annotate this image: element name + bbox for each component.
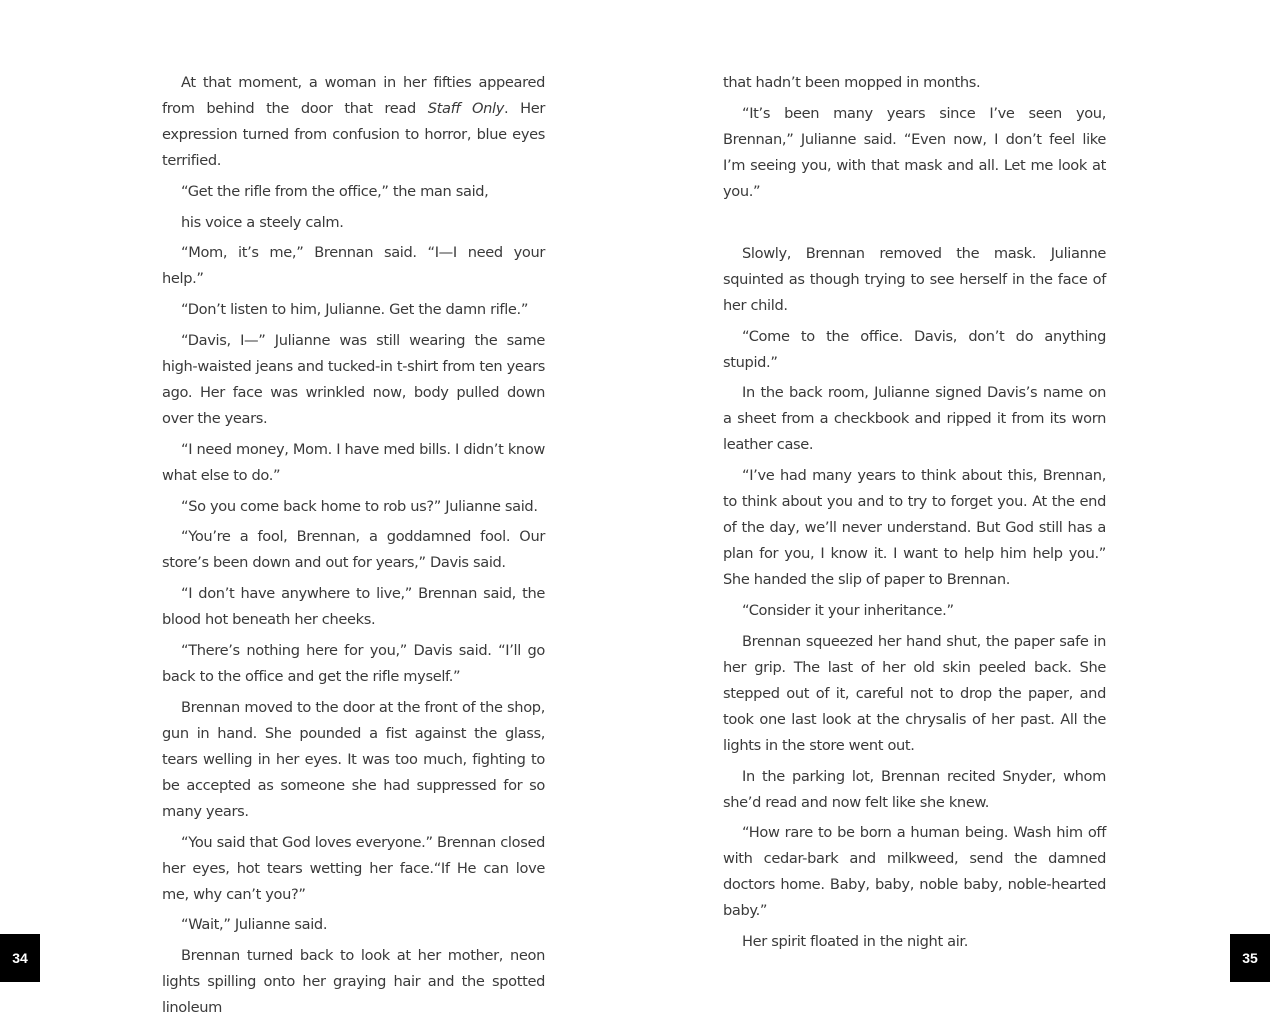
- paragraph: “How rare to be born a human being. Wash him off with cedar-bark and milkweed, send the damned doctors home. Baby, baby, noble baby, noble-hearted baby.”: [723, 824, 1106, 920]
- page-number-left: 34: [0, 934, 40, 982]
- paragraph: “I’ve had many years to think about this, Brennan, to think about you and to try to forget you. At the end of the day, we’ll never understand. But God still has a plan for you, I know it. I want to help him help you.” She handed the slip of paper to Brennan.: [723, 467, 1106, 589]
- paragraph: “Davis, I—” Julianne was still wearing the same high-waisted jeans and tucked-in t-shirt from ten years ago. Her face was wrinkled now, body pulled down over the years.: [162, 331, 545, 427]
- staff-only-italic: Staff Only: [427, 100, 504, 117]
- paragraph: his voice a steely calm.: [181, 213, 344, 231]
- paragraph: “I don’t have anywhere to live,” Brennan said, the blood hot beneath her cheeks.: [162, 585, 545, 629]
- paragraph: In the parking lot, Brennan recited Snyder, whom she’d read and now felt like she knew.: [723, 767, 1106, 811]
- paragraph: “Wait,” Julianne said.: [181, 916, 328, 934]
- paragraph-text: . Her expression turned from confusion to horror, blue eyes terrified.: [162, 100, 545, 169]
- paragraph: “Mom, it’s me,” Brennan said. “I—I need your help.”: [162, 244, 545, 288]
- paragraph: “Come to the office. Davis, don’t do anything stupid.”: [723, 327, 1106, 371]
- paragraph: “You said that God loves everyone.” Brennan closed her eyes, hot tears wetting her face.“If He can love me, why can’t you?”: [162, 833, 545, 903]
- paragraph: “Don’t listen to him, Julianne. Get the damn rifle.”: [181, 301, 529, 319]
- paragraph: “Consider it your inheritance.”: [742, 601, 954, 619]
- left-page-text: [162, 70, 545, 1026]
- paragraph-text: At that moment, a woman in her fifties appeared from behind the door that read: [162, 74, 545, 117]
- paragraph: “I need money, Mom. I have med bills. I didn’t know what else to do.”: [162, 440, 545, 484]
- paragraph: “There’s nothing here for you,” Davis said. “I’ll go back to the office and get the rifle myself.”: [162, 641, 545, 685]
- paragraph: “So you come back home to rob us?” Julianne said.: [181, 497, 538, 515]
- paragraph: that hadn’t been mopped in months.: [723, 74, 981, 91]
- paragraph: Brennan turned back to look at her mother, neon lights spilling onto her graying hair and the spotted linoleum: [162, 947, 545, 1017]
- paragraph: Her spirit floated in the night air.: [742, 933, 969, 951]
- paragraph: [162, 70, 545, 174]
- paragraph: Slowly, Brennan removed the mask. Julianne squinted as though trying to see herself in the face of her child.: [723, 244, 1106, 314]
- page-number-right: 35: [1230, 934, 1270, 982]
- paragraph: “Get the rifle from the office,” the man said,: [181, 182, 489, 200]
- paragraph: Brennan squeezed her hand shut, the paper safe in her grip. The last of her old skin peeled back. She stepped out of it, careful not to drop the paper, and took one last look at the chrysalis of her past. All the lights in the store went out.: [723, 632, 1106, 754]
- paragraph: “You’re a fool, Brennan, a goddamned fool. Our store’s been down and out for years,” Davis said.: [162, 528, 545, 572]
- right-page-text: [723, 70, 1106, 960]
- paragraph: In the back room, Julianne signed Davis’s name on a sheet from a checkbook and ripped it from its worn leather case.: [723, 384, 1106, 454]
- paragraph: Brennan moved to the door at the front of the shop, gun in hand. She pounded a fist against the glass, tears welling in her eyes. It was too much, fighting to be accepted as someone she had suppressed for so many years.: [162, 698, 545, 820]
- paragraph: “It’s been many years since I’ve seen you, Brennan,” Julianne said. “Even now, I don’t feel like I’m seeing you, with that mask and all. Let me look at you.”: [723, 104, 1106, 200]
